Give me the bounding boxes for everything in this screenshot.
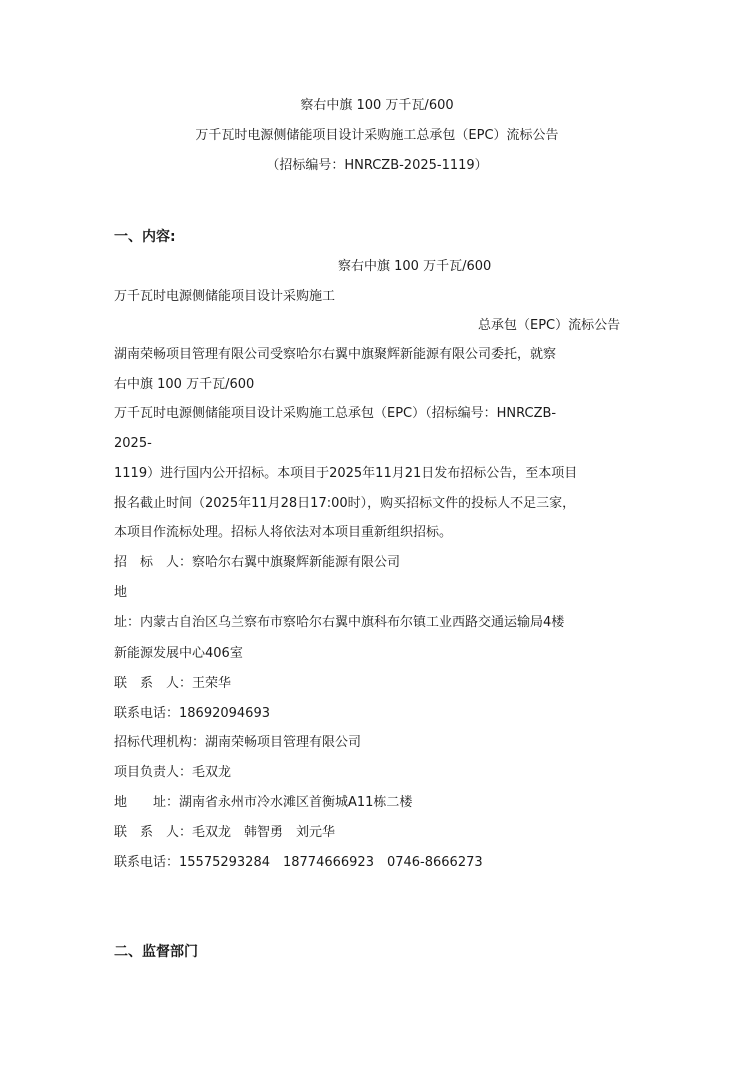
address-line: 址：内蒙古自治区乌兰察布市察哈尔右翼中旗科布尔镇工业西路交通运输局4楼	[114, 615, 565, 630]
title-line-1: 察右中旗 100 万千瓦/600	[300, 98, 454, 113]
content-line: 1119）进行国内公开招标。本项目于2025年11月21日发布招标公告，至本项目	[114, 466, 578, 481]
agency-phone-line: 联系电话：15575293284 18774666923 0746-8666273	[114, 855, 483, 870]
address-label-line: 地	[114, 585, 128, 600]
content-line: 察右中旗 100 万千瓦/600	[338, 259, 492, 274]
title-line-3: （招标编号：HNRCZB-2025-1119）	[266, 158, 488, 173]
contact-person-line: 联 系 人：王荣华	[114, 676, 232, 691]
project-manager-line: 项目负责人：毛双龙	[114, 765, 232, 780]
content-line: 总承包（EPC）流标公告	[478, 318, 621, 333]
content-line: 本项目作流标处理。招标人将依法对本项目重新组织招标。	[114, 525, 453, 540]
contact-phone-line: 联系电话：18692094693	[114, 706, 270, 721]
agency-contact-line: 联 系 人：毛双龙 韩智勇 刘元华	[114, 825, 336, 840]
agency-line: 招标代理机构：湖南荣畅项目管理有限公司	[114, 735, 362, 750]
content-line: 万千瓦时电源侧储能项目设计采购施工	[114, 289, 336, 304]
content-line: 报名截止时间（2025年11月28日17:00时），购买招标文件的投标人不足三家，	[114, 496, 576, 511]
title-line-2: 万千瓦时电源侧储能项目设计采购施工总承包（EPC）流标公告	[195, 128, 559, 143]
content-line: 万千瓦时电源侧储能项目设计采购施工总承包（EPC）（招标编号：HNRCZB-	[114, 406, 557, 421]
tenderer-line: 招 标 人：察哈尔右翼中旗聚辉新能源有限公司	[114, 555, 401, 570]
content-line: 右中旗 100 万千瓦/600	[114, 377, 255, 392]
content-line: 2025-	[114, 436, 152, 451]
agency-address-line: 地 址：湖南省永州市冷水滩区首衡城A11栋二楼	[114, 795, 413, 810]
section2-heading: 二、监督部门	[114, 944, 198, 960]
content-line: 湖南荣畅项目管理有限公司受察哈尔右翼中旗聚辉新能源有限公司委托，就察	[114, 347, 557, 362]
address-line: 新能源发展中心406室	[114, 646, 243, 661]
section1-heading: 一、内容:	[114, 229, 176, 245]
